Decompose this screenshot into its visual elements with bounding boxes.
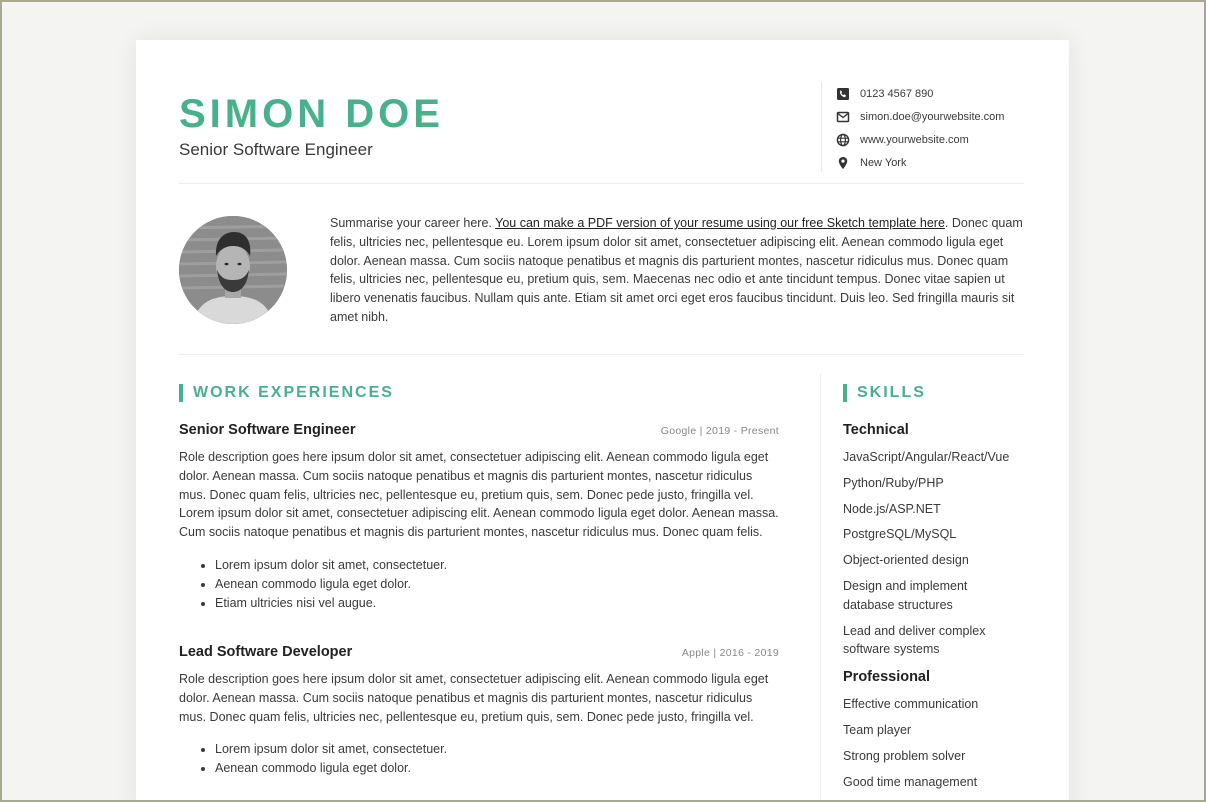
skill-group-title: Professional: [843, 669, 931, 686]
job-entry-google: [179, 422, 779, 612]
skill-item: Node.js/ASP.NET: [843, 501, 941, 516]
contact-website[interactable]: [836, 128, 1031, 151]
skill-item: Python/Ruby/PHP: [843, 475, 944, 490]
globe-icon: [836, 133, 850, 147]
job-bullets: [179, 556, 779, 612]
skill-item: Object-oriented design: [843, 553, 969, 568]
phone-icon: [836, 87, 850, 101]
job-role: Lead Software Developer: [179, 644, 353, 660]
summary-rest: . Donec quam felis, ultricies nec, pellentesque eu. Lorem ipsum dolor sit amet, consectetuer adipiscing elit. Aenean commodo ligula eget dolor. Aenean massa. Cum sociis natoque penatibus et magnis dis parturient montes, nascetur ridiculus mus. Donec quam felis, ultricies nec, pellentesque eu, pretium quis, sem. Maecenas nec odio et ante tincidunt tempus. Donec vitae sapien ut libero venenatis faucibus. Nullam quis ante. Etiam sit amet orci eget eros faucibus tincidunt. Duis leo. Sed fringilla mauris sit amet nibh.: [330, 216, 1023, 324]
contact-email[interactable]: [836, 105, 1031, 128]
list-item: • Aenean commodo ligula eget dolor.: [215, 759, 779, 778]
skill-group-professional: [843, 669, 1043, 791]
job-role: Senior Software Engineer: [179, 422, 356, 438]
skill-item: PostgreSQL/MySQL: [843, 527, 957, 542]
location-pin-icon: [836, 156, 850, 170]
skill-item: Strong problem solver: [843, 748, 966, 763]
job-entry-apple: [179, 644, 779, 778]
skills-heading: SKILLS: [843, 384, 926, 402]
summary-divider: [179, 354, 1024, 355]
skill-item: Design and implement database structures: [843, 578, 968, 612]
skill-group-technical: [843, 422, 1043, 659]
skills-column: [843, 422, 1043, 798]
summary-lead: Summarise your career here.: [330, 216, 496, 230]
job-description: Role description goes here ipsum dolor sit amet, consectetuer adipiscing elit. Aenean commodo ligula eget dolor. Aenean massa. Cum sociis natoque penatibus et magnis dis parturient montes, nascetur ridiculus mus. Donec quam felis, ultricies nec, pellentesque eu, pretium quis, sem. Donec pede justo, fringilla vel.: [179, 672, 769, 724]
contact-email-text: simon.doe@yourwebsite.com: [860, 110, 1005, 123]
skill-item: Lead and deliver complex software systems: [843, 623, 986, 657]
contact-location-text: New York: [860, 156, 907, 169]
contact-block: [821, 82, 1031, 172]
contact-location: [836, 151, 1031, 174]
job-bullets: [179, 740, 779, 778]
resume-sheet: [136, 40, 1069, 802]
candidate-name: SIMON DOE: [179, 92, 444, 136]
profile-photo-image: [179, 216, 287, 324]
skill-item: Team player: [843, 722, 912, 737]
list-item: • Lorem ipsum dolor sit amet, consectetuer.: [215, 740, 779, 759]
job-description: Role description goes here ipsum dolor sit amet, consectetuer adipiscing elit. Aenean commodo ligula eget dolor. Aenean massa. Cum sociis natoque penatibus et magnis dis parturient montes, nascetur ridiculus mus. Donec quam felis, ultricies nec, pellentesque eu, pretium quis, sem. Donec pede justo, fringilla vel. Lorem ipsum dolor sit amet, consectetuer adipiscing elit. Aenean commodo ligula eget dolor. Aenean massa. Cum sociis natoque penatibus et magnis dis parturient montes, nascetur ridiculus mus. Donec quam felis.: [179, 450, 779, 540]
mail-icon: [836, 110, 850, 124]
sketch-template-link[interactable]: You can make a PDF version of your resume using our free Sketch template here: [495, 216, 945, 230]
career-summary: [330, 214, 1028, 327]
column-divider: [820, 374, 821, 802]
skill-group-title: Technical: [843, 422, 909, 438]
skill-item: Good time management: [843, 774, 978, 789]
job-meta: Google | 2019 - Present: [660, 425, 779, 437]
candidate-title: Senior Software Engineer: [179, 140, 373, 159]
profile-photo: [179, 216, 287, 324]
skill-item: JavaScript/Angular/React/Vue: [843, 450, 1010, 464]
contact-website-text: www.yourwebsite.com: [860, 133, 969, 146]
job-meta: Apple | 2016 - 2019: [681, 647, 779, 659]
list-item: • Aenean commodo ligula eget dolor.: [215, 575, 779, 594]
list-item: • Lorem ipsum dolor sit amet, consectetuer.: [215, 556, 779, 575]
work-experiences-heading: WORK EXPERIENCES: [179, 384, 394, 402]
contact-phone[interactable]: [836, 82, 1031, 105]
contact-phone-text: 0123 4567 890: [860, 87, 934, 100]
skill-item: Effective communication: [843, 697, 979, 712]
list-item: • Etiam ultricies nisi vel augue.: [215, 594, 779, 613]
header-divider: [179, 183, 1024, 184]
